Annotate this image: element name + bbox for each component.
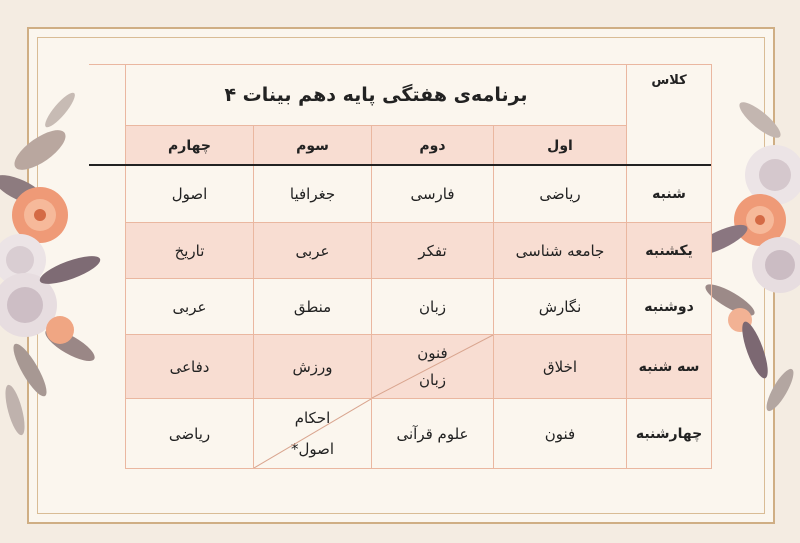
- split-cell-bottom: زبان: [419, 371, 447, 390]
- table-cell: اصول: [125, 166, 253, 223]
- table-cell: تاریخ: [125, 223, 253, 279]
- diagonal-divider: [254, 399, 371, 468]
- table-cell: تفکر: [371, 223, 493, 279]
- table-cell: جامعه شناسی: [493, 223, 626, 279]
- diagonal-divider: [372, 335, 493, 398]
- day-label: یکشنبه: [626, 223, 711, 279]
- schedule-table: [89, 64, 712, 469]
- table-cell: جغرافیا: [253, 166, 371, 223]
- table-cell: زبان: [371, 279, 493, 335]
- day-label: دوشنبه: [626, 279, 711, 335]
- table-cell: دفاعی: [125, 335, 253, 399]
- table-cell: ریاضی: [125, 399, 253, 469]
- table-cell: نگارش: [493, 279, 626, 335]
- header-period-4: چهارم: [125, 126, 253, 166]
- table-cell: عربی: [125, 279, 253, 335]
- day-label: شنبه: [626, 166, 711, 223]
- table-cell: عربی: [253, 223, 371, 279]
- split-cell-bottom: اصول*: [290, 439, 335, 458]
- table-cell: ریاضی: [493, 166, 626, 223]
- table-cell: اخلاق: [493, 335, 626, 399]
- table-cell: فنون: [493, 399, 626, 469]
- split-table-cell: [371, 335, 493, 399]
- day-label: چهارشنبه: [626, 399, 711, 469]
- day-label: سه شنبه: [626, 335, 711, 399]
- table-cell: فارسی: [371, 166, 493, 223]
- table-cell: منطق: [253, 279, 371, 335]
- table-cell: علوم قرآنی: [371, 399, 493, 469]
- split-cell-top: فنون: [417, 343, 448, 362]
- corner-label: کلاس: [626, 65, 711, 166]
- split-cell-top: احکام: [294, 409, 331, 428]
- header-period-2: دوم: [371, 126, 493, 166]
- split-table-cell: [253, 399, 371, 469]
- header-period-3: سوم: [253, 126, 371, 166]
- table-cell: ورزش: [253, 335, 371, 399]
- header-divider: [89, 164, 711, 166]
- schedule-title: برنامه‌ی هفتگی پایه دهم بینات ۴: [125, 65, 626, 126]
- header-period-1: اول: [493, 126, 626, 166]
